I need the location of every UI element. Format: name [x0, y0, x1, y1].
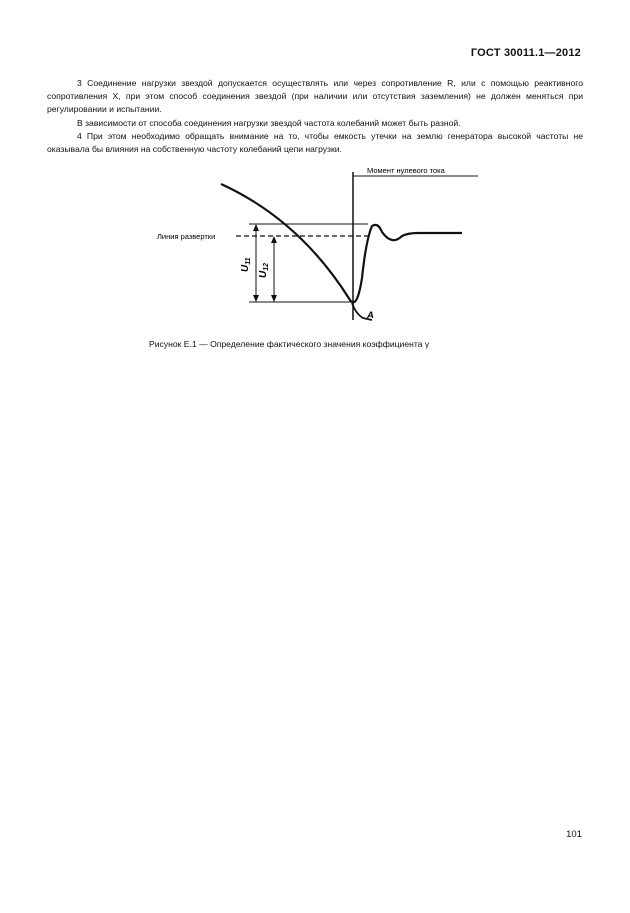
u12-arrow-top — [271, 236, 277, 243]
u11-label: $U_{11}$ — [240, 257, 252, 272]
figure-caption: Рисунок Е.1 — Определение фактического значения коэффициента γ — [149, 339, 430, 349]
u11-arrow-bottom — [253, 295, 259, 302]
sweep-line-label: Линия развертки — [157, 232, 216, 241]
zero-current-label: Момент нулевого тока — [367, 166, 445, 175]
u12-arrow-bottom — [271, 295, 277, 302]
waveform-curve — [221, 184, 462, 302]
u11-arrow-top — [253, 224, 259, 231]
paragraph-3: 3 Соединение нагрузки звездой допускается осуществлять или через сопротивление R, или с помощью реактивного сопротивления X, при этом способ соединения звездой (при наличии или отсутствия заземления) не должен меняться при регулировании и испытании. — [47, 78, 583, 115]
paragraph-connection-mode: В зависимости от способа соединения нагрузки звездой частота колебаний может быть разной. — [77, 117, 461, 128]
u12-label: $U_{12}$ — [258, 262, 270, 278]
page-number: 101 — [566, 829, 582, 840]
paragraph-4: 4 При этом необходимо обращать внимание на то, чтобы емкость утечки на землю генератора высокой частоты не оказывала бы влияния на собственную частоту колебаний цепи нагрузки. — [47, 130, 583, 155]
body-text — [47, 77, 583, 156]
figure-e1 — [0, 160, 630, 330]
waveform-diagram — [0, 160, 630, 330]
document-code: ГОСТ 30011.1—2012 — [470, 47, 581, 59]
point-a-label: A — [367, 310, 374, 321]
